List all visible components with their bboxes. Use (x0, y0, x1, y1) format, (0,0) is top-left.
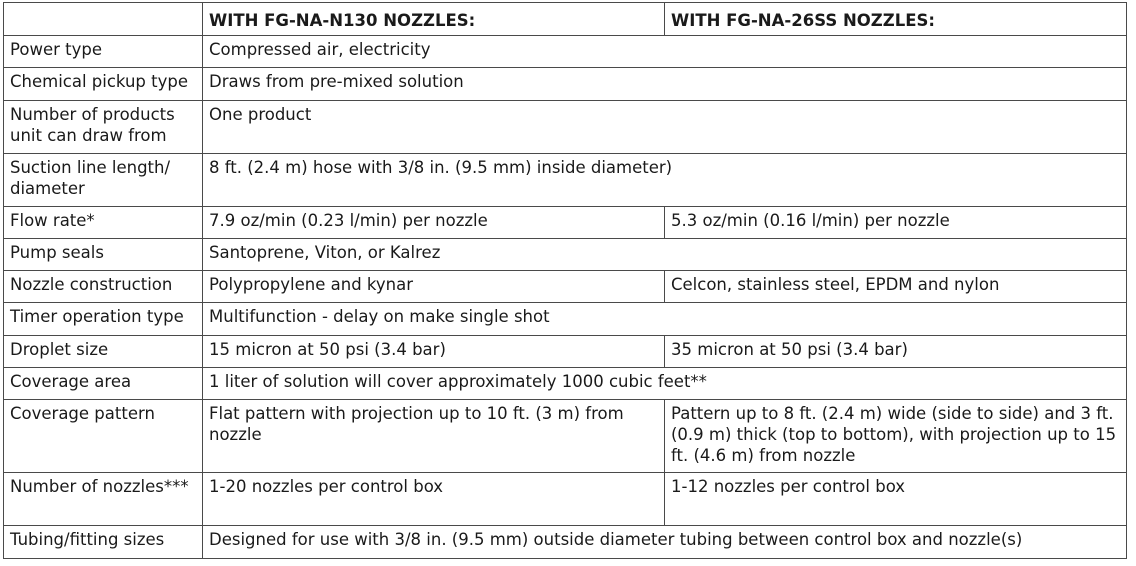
table-row (4, 336, 1127, 368)
26ss-value: Pattern up to 8 ft. (2.4 m) wide (side to side) and 3 ft. (0.9 m) thick (top to bottom), with projection up to 15 ft. (4.6 m) from nozzle (665, 400, 1127, 473)
header-n130-nozzles: WITH FG-NA-N130 NOZZLES: (203, 3, 665, 36)
row-label: Coverage pattern (4, 400, 203, 473)
table-row (4, 207, 1127, 239)
26ss-value: 1-12 nozzles per control box (665, 473, 1127, 526)
n130-value: Santoprene, Viton, or Kalrez (203, 239, 1127, 271)
table-row (4, 368, 1127, 400)
26ss-value: 5.3 oz/min (0.16 l/min) per nozzle (665, 207, 1127, 239)
header-empty-cell (4, 3, 203, 36)
header-26ss-nozzles: WITH FG-NA-26SS NOZZLES: (665, 3, 1127, 36)
n130-value: 15 micron at 50 psi (3.4 bar) (203, 336, 665, 368)
table-row (4, 271, 1127, 303)
table-row (4, 303, 1127, 336)
n130-value: 8 ft. (2.4 m) hose with 3/8 in. (9.5 mm) inside diameter) (203, 154, 1127, 207)
table-row (4, 473, 1127, 526)
row-label: Pump seals (4, 239, 203, 271)
row-label: Droplet size (4, 336, 203, 368)
spec-rows (4, 36, 1127, 559)
n130-value: Compressed air, electricity (203, 36, 1127, 68)
row-label: Chemical pickup type (4, 68, 203, 101)
n130-value: One product (203, 101, 1127, 154)
n130-value: Polypropylene and kynar (203, 271, 665, 303)
row-label: Number of products unit can draw from (4, 101, 203, 154)
table-row (4, 101, 1127, 154)
n130-value: Draws from pre-mixed solution (203, 68, 1127, 101)
n130-value: 7.9 oz/min (0.23 l/min) per nozzle (203, 207, 665, 239)
table-row (4, 154, 1127, 207)
table-row (4, 526, 1127, 559)
n130-value: 1-20 nozzles per control box (203, 473, 665, 526)
table-row (4, 36, 1127, 68)
n130-value: Flat pattern with projection up to 10 ft. (3 m) from nozzle (203, 400, 665, 473)
row-label: Tubing/fitting sizes (4, 526, 203, 559)
row-label: Power type (4, 36, 203, 68)
26ss-value: Celcon, stainless steel, EPDM and nylon (665, 271, 1127, 303)
table-row (4, 68, 1127, 101)
row-label: Suction line length/ diameter (4, 154, 203, 207)
row-label: Timer operation type (4, 303, 203, 336)
table-row (4, 239, 1127, 271)
n130-value: Multifunction - delay on make single shot (203, 303, 1127, 336)
26ss-value: 35 micron at 50 psi (3.4 bar) (665, 336, 1127, 368)
n130-value: Designed for use with 3/8 in. (9.5 mm) outside diameter tubing between control box and nozzle(s) (203, 526, 1127, 559)
row-label: Number of nozzles*** (4, 473, 203, 526)
header-row (4, 3, 1127, 36)
n130-value: 1 liter of solution will cover approximately 1000 cubic feet** (203, 368, 1127, 400)
row-label: Coverage area (4, 368, 203, 400)
spec-table (3, 2, 1127, 559)
row-label: Nozzle construction (4, 271, 203, 303)
row-label: Flow rate* (4, 207, 203, 239)
table-row (4, 400, 1127, 473)
